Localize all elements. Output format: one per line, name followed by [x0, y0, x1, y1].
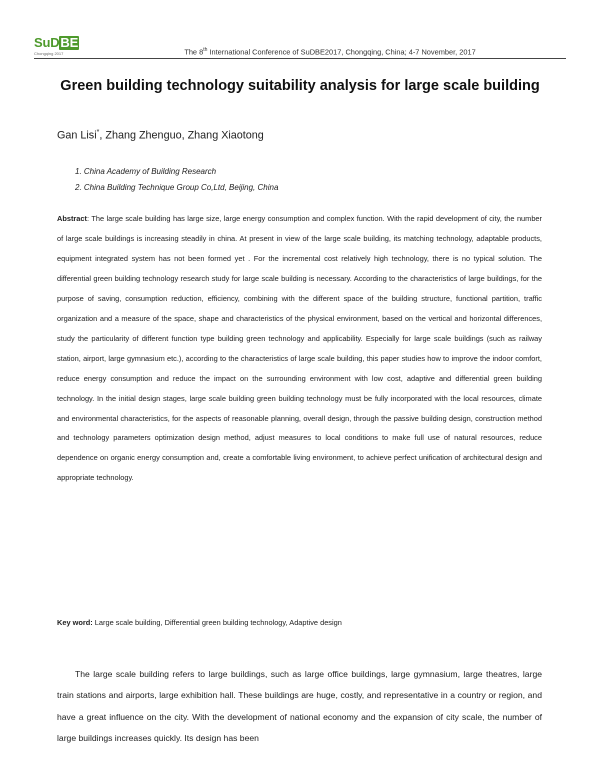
- running-header-pre: The 8: [184, 47, 204, 57]
- corresponding-author-mark: *: [96, 129, 100, 136]
- keywords-text: Large scale building, Differential green building technology, Adaptive design: [92, 618, 342, 627]
- logo-text-box: BE: [60, 35, 79, 50]
- author-first: Gan Lisi: [57, 129, 97, 142]
- running-header-post: International Conference of SuDBE2017, Chongqing, China; 4-7 November, 2017: [207, 47, 476, 57]
- body-paragraph: The large scale building refers to large buildings, such as large office buildings, large gymnasium, large theatres, large train stations and airports, large exhibition hall. These buildings are huge, costly, and representative in a country or region, and have a great influence on the city. With the development of national economy and the expansion of city scale, the number of large buildings increases quickly. Its design has been: [57, 669, 542, 744]
- abstract-label: Abstract: [57, 214, 87, 223]
- logo-text: SuD: [34, 35, 60, 50]
- logo-subtitle: Chongqing 2017: [34, 51, 64, 56]
- paper-title: Green building technology suitability analysis for large scale building: [60, 78, 540, 94]
- keywords: [57, 618, 342, 627]
- header-divider: [34, 58, 566, 59]
- author-rest: , Zhang Zhenguo, Zhang Xiaotong: [99, 129, 264, 142]
- abstract: [57, 209, 542, 488]
- affiliation-2: 2. China Building Technique Group Co,Ltd, Beijing, China: [75, 183, 279, 192]
- abstract-text: : The large scale building has large size, large energy consumption and complex function. With the rapid development of city, the number of large scale buildings is increasing steadily in china. At present in view of the large scale building, its matching technology, adaptable products, equipment integrated system has not been formed yet . For the incremental cost relatively high technology, there is no typical solution. The differential green building technology research study for large scale building is necessary. According to the characteristics of large buildings, for the purpose of saving, consumption reduction, efficiency, combining with the different space of the building structure, functional partition, traffic organization and a measure of the space, shape and characteristics of the physical environment, based on the vertical and horizontal differences, study the particularity of different function type building green technology and applicability. Especially for large scale buildings (such as railway station, airport, large gymnasium etc.), according to the characteristics of large scale building, this paper studies how to improve the indoor comfort, reduce energy consumption and reduce the impact on the surrounding environment with low cost, adaptive and differential green building technology. In the initial design stages, large scale building green building technology must be fully incorporated with the local resources, climate and environmental characteristics, for the aspects of reasonable planning, overall design, through the passive building design, construction method and technology parameters optimization design method, adjust measures to local conditions to make full use of natural resources, reduce dependence on organic energy consumption and, create a comfortable living environment, to achieve perfect unification of architectural design and appropriate technology.: [57, 214, 542, 483]
- affiliation-1: 1. China Academy of Building Research: [75, 167, 217, 176]
- running-header: [110, 47, 550, 56]
- running-header-sup: th: [203, 47, 208, 53]
- keywords-label: Key word:: [57, 618, 93, 627]
- conference-logo: [34, 36, 96, 64]
- author-list: [57, 129, 264, 142]
